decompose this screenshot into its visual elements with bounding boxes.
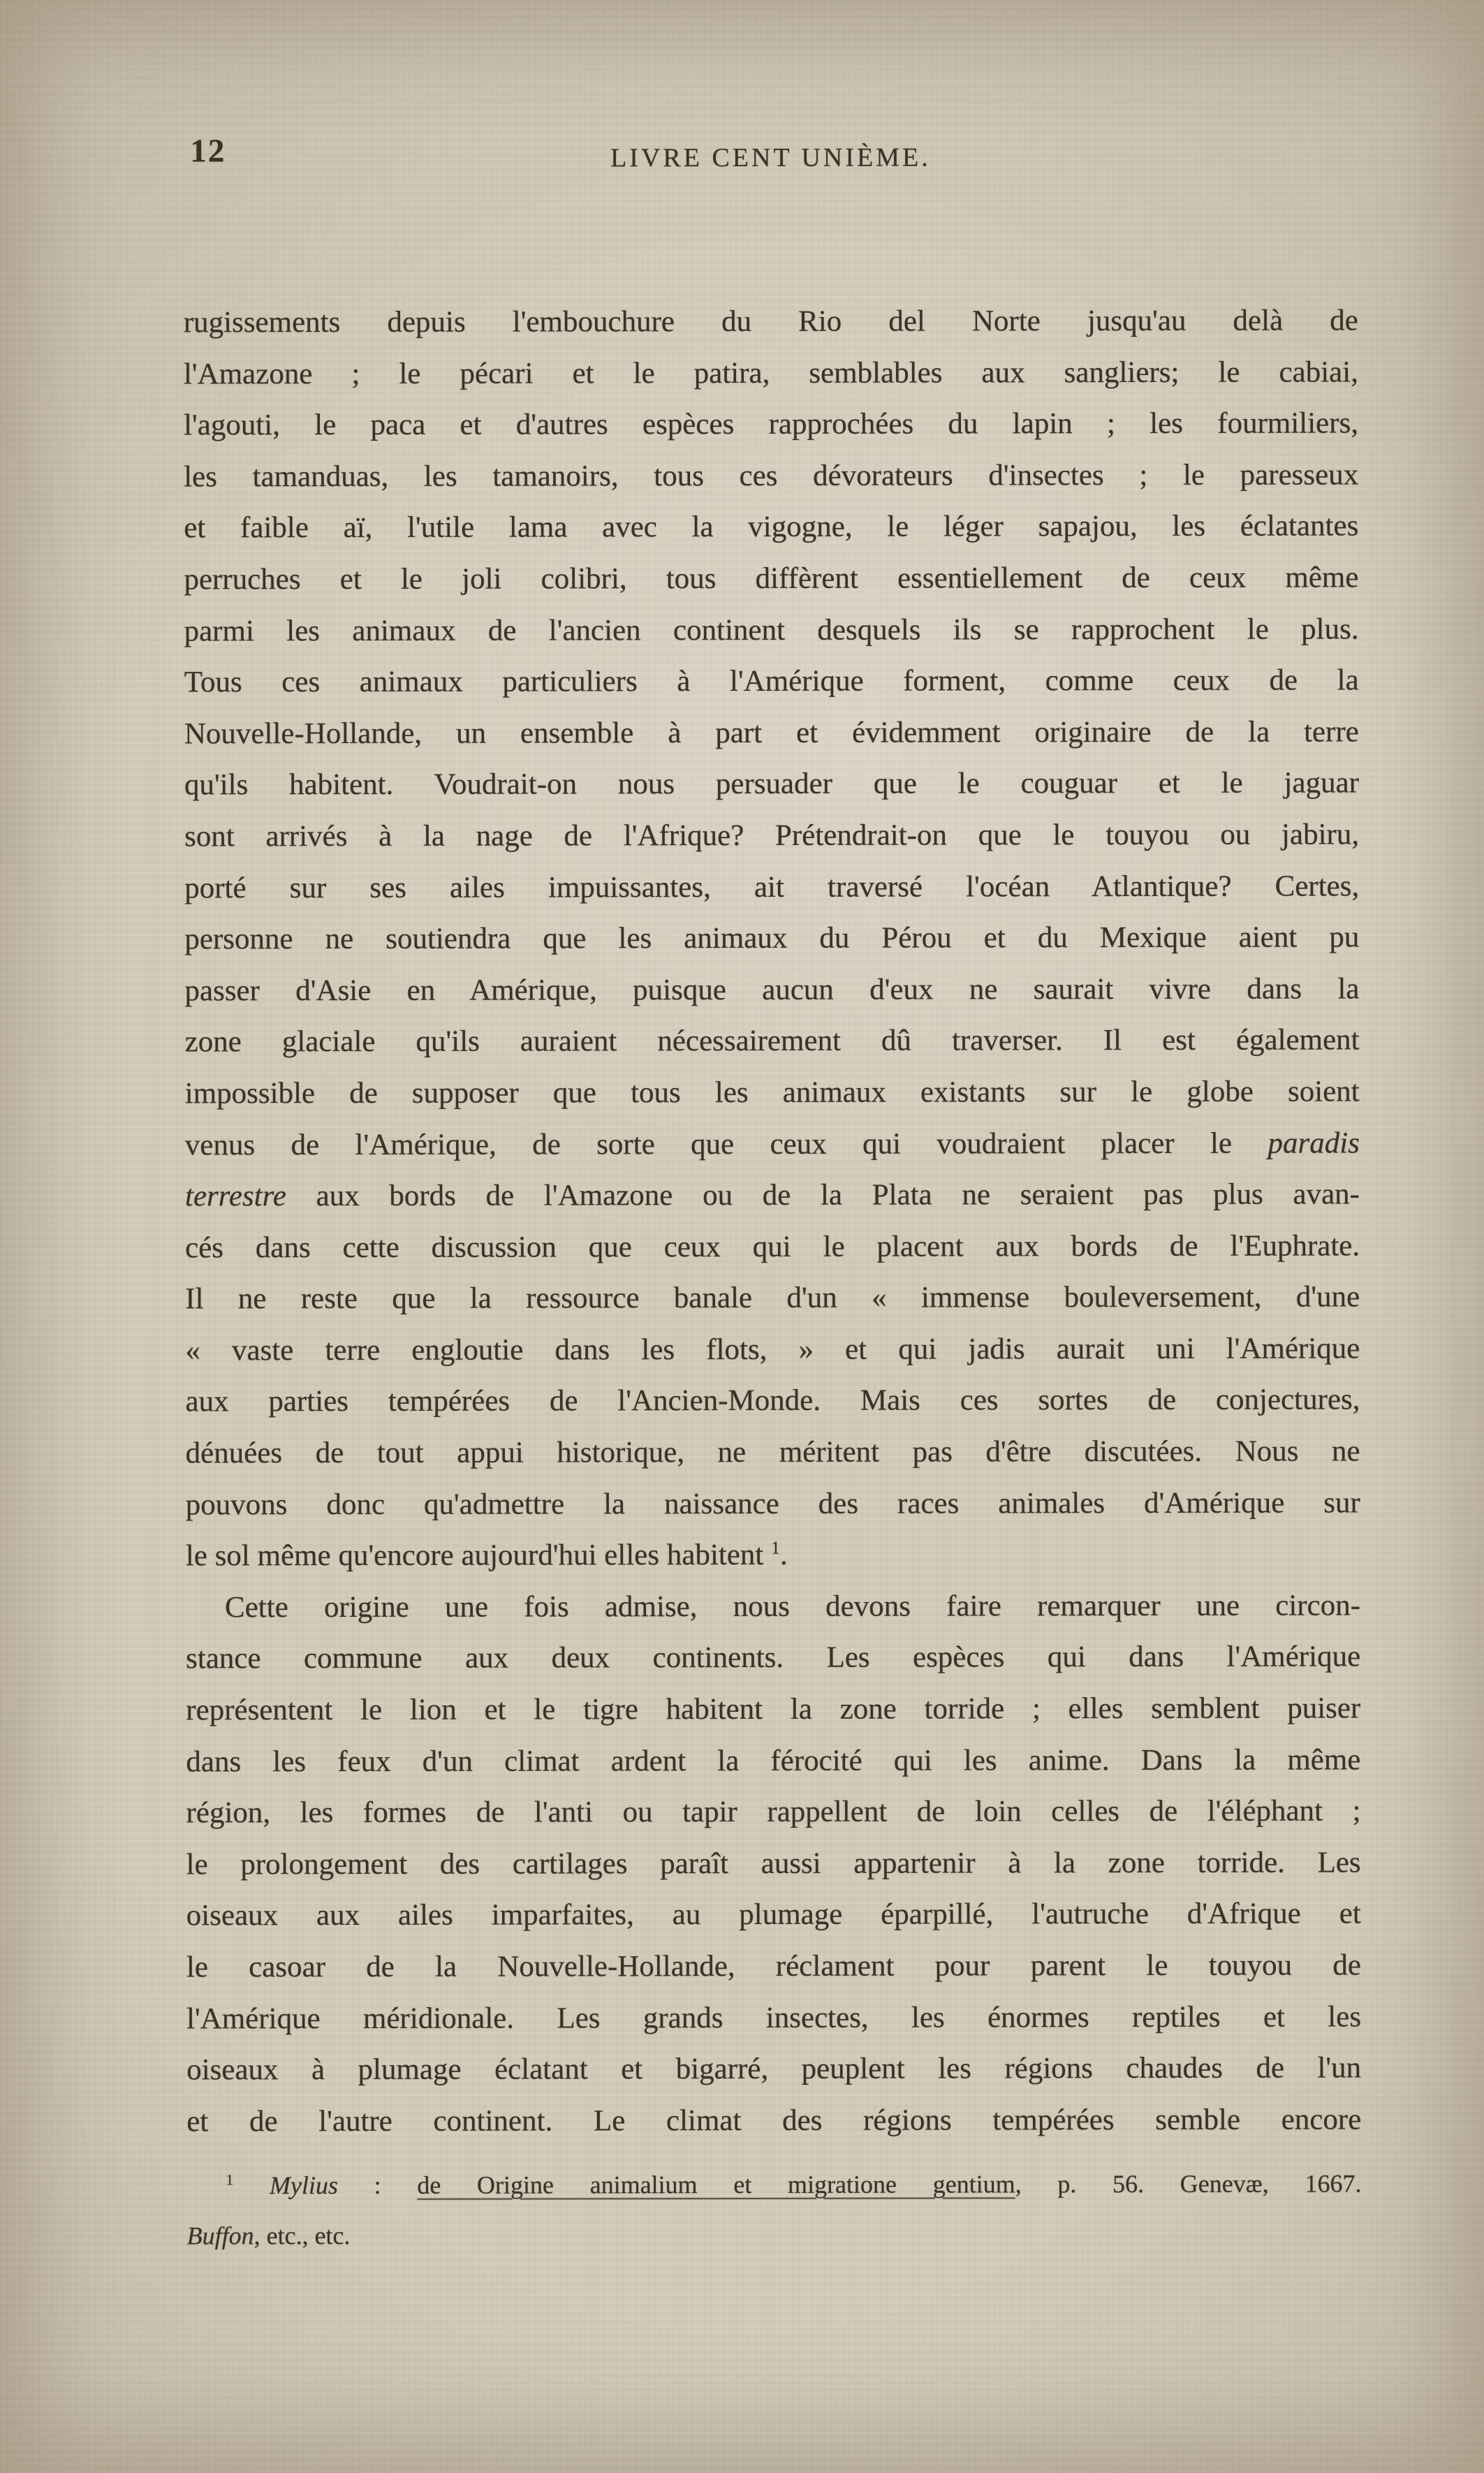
- text-line: passer d'Asie en Amérique, puisque aucun d'eux ne saurait vivre dans la: [184, 972, 1360, 1008]
- text-line: l'Amérique méridionale. Les grands insectes, les énormes reptiles et les: [186, 2000, 1362, 2035]
- text-line: le prolongement des cartilages paraît aussi appartenir à la zone torride. Les: [186, 1846, 1361, 1881]
- text-line: $^1$ Mylius : de Origine animalium et migratione gentium, p. 56. Genevæ, 1667.: [226, 2169, 1362, 2200]
- text-line: dénuées de tout appui historique, ne méritent pas d'être discutées. Nous ne: [185, 1434, 1360, 1470]
- text-line: zone glaciale qu'ils auraient nécessairement dû traverser. Il est également: [184, 1023, 1360, 1059]
- text-line: Buffon, etc., etc.: [186, 2221, 351, 2250]
- text-line: oiseaux à plumage éclatant et bigarré, peuplent les régions chaudes de l'un: [186, 2051, 1362, 2087]
- text-line: Il ne reste que la ressource banale d'un « immense bouleversement, d'une: [185, 1280, 1360, 1316]
- text-line: Tous ces animaux particuliers à l'Amérique forment, comme ceux de la: [184, 663, 1359, 699]
- text-line: région, les formes de l'anti ou tapir rappellent de loin celles de l'éléphant ;: [186, 1794, 1361, 1830]
- text-line: impossible de supposer que tous les animaux existants sur le globe soient: [184, 1075, 1360, 1110]
- text-line: et faible aï, l'utile lama avec la vigogne, le léger sapajou, les éclatantes: [184, 509, 1359, 545]
- text-line: cés dans cette discussion que ceux qui le placent aux bords de l'Euphrate.: [185, 1229, 1360, 1265]
- paragraph: [184, 295, 1360, 1582]
- text-line: le sol même qu'encore aujourd'hui elles habitent $^1$.: [185, 1537, 788, 1573]
- text-line: le casoar de la Nouvelle-Hollande, réclament pour parent le touyou de: [186, 1949, 1361, 1984]
- text-line: sont arrivés à la nage de l'Afrique? Prétendrait-on que le touyou ou jabiru,: [184, 818, 1360, 853]
- text-line: représentent le lion et le tigre habitent la zone torride ; elles semblent puiser: [186, 1692, 1361, 1727]
- text-line: l'agouti, le paca et d'autres espèces rapprochées du lapin ; les fourmiliers,: [184, 406, 1359, 442]
- page-number: 12: [190, 133, 226, 170]
- text-line: perruches et le joli colibri, tous diffèrent essentiellement de ceux même: [184, 561, 1359, 596]
- text-line: pouvons donc qu'admettre la naissance des races animales d'Amérique sur: [185, 1486, 1360, 1522]
- text-line: « vaste terre engloutie dans les flots, » et qui jadis aurait uni l'Amérique: [185, 1332, 1360, 1367]
- text-line: personne ne soutiendra que les animaux du Pérou et du Mexique aient pu: [184, 920, 1360, 956]
- text-line: parmi les animaux de l'ancien continent desquels ils se rapprochent le plus.: [184, 612, 1359, 647]
- text-line: aux parties tempérées de l'Ancien-Monde. Mais ces sortes de conjectures,: [185, 1383, 1360, 1418]
- text-line: terrestre aux bords de l'Amazone ou de la Plata ne seraient pas plus avan-: [184, 1177, 1360, 1213]
- text-line: Nouvelle-Hollande, un ensemble à part et évidemment originaire de la terre: [184, 715, 1359, 751]
- paragraph: [186, 1580, 1361, 2147]
- body-text: [184, 295, 1362, 2147]
- text-line: porté sur ses ailes impuissantes, ait traversé l'océan Atlantique? Certes,: [184, 869, 1360, 904]
- text-line: les tamanduas, les tamanoirs, tous ces dévorateurs d'insectes ; le paresseux: [184, 458, 1359, 494]
- text-line: stance commune aux deux continents. Les espèces qui dans l'Amérique: [186, 1640, 1361, 1675]
- running-header: LIVRE CENT UNIÈME.: [610, 142, 931, 173]
- footnote: [186, 2158, 1361, 2261]
- text-line: venus de l'Amérique, de sorte que ceux qui voudraient placer le paradis: [184, 1126, 1360, 1161]
- text-line: l'Amazone ; le pécari et le patira, semblables aux sangliers; le cabiai,: [183, 355, 1358, 390]
- text-line: qu'ils habitent. Voudrait-on nous persuader que le couguar et le jaguar: [184, 766, 1359, 802]
- text-line: rugissements depuis l'embouchure du Rio del Norte jusqu'au delà de: [183, 304, 1358, 339]
- text-line: dans les feux d'un climat ardent la férocité qui les anime. Dans la même: [186, 1743, 1361, 1779]
- text-line: et de l'autre continent. Le climat des régions tempérées semble encore: [186, 2103, 1362, 2138]
- text-line: oiseaux aux ailes imparfaites, au plumage éparpillé, l'autruche d'Afrique et: [186, 1897, 1361, 1932]
- text-line: Cette origine une fois admise, nous devons faire remarquer une circon-: [224, 1589, 1361, 1624]
